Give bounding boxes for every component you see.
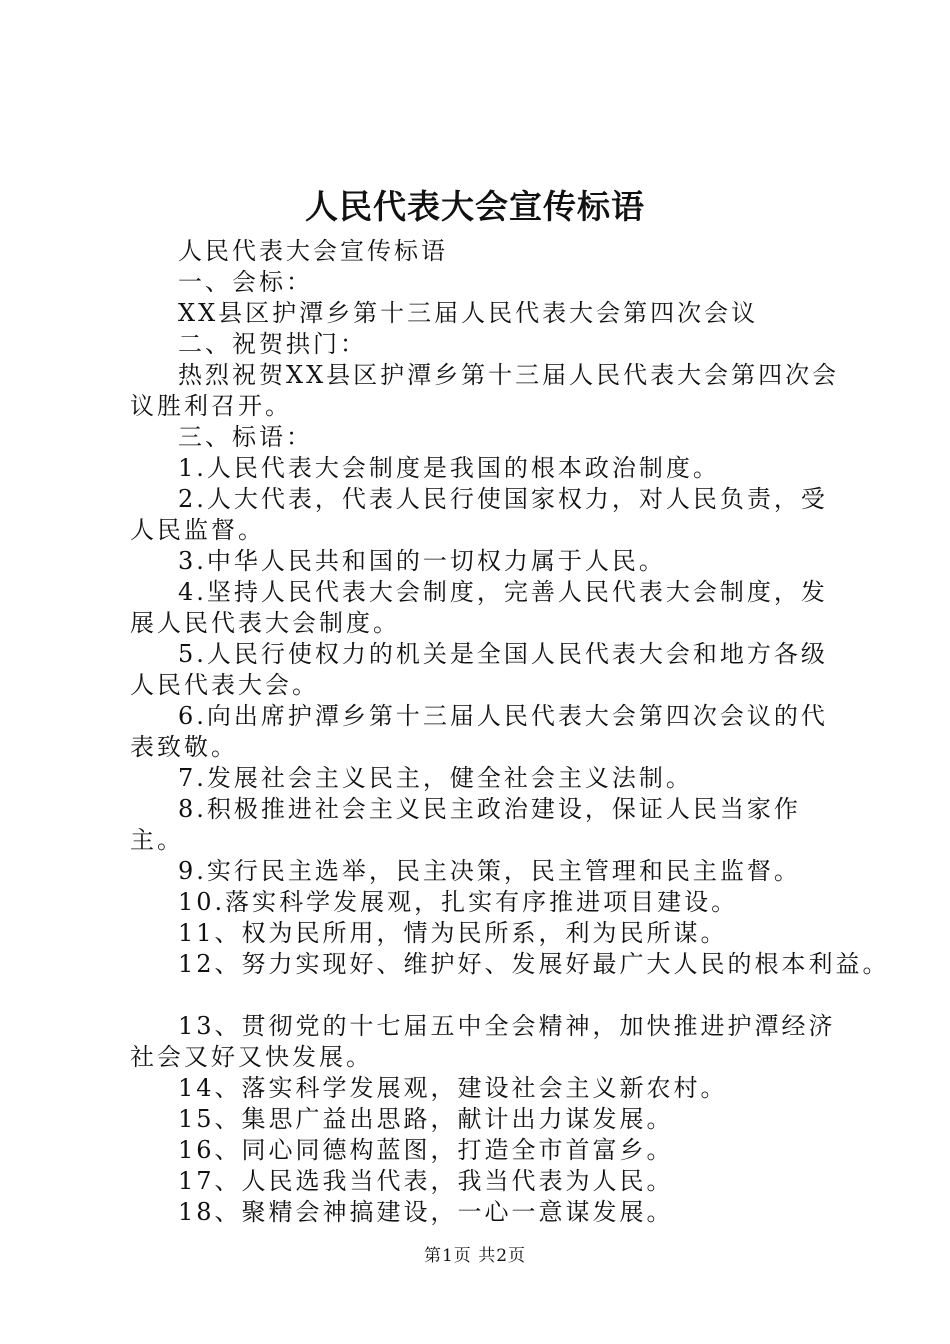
slogan-item: 4.坚持人民代表大会制度，完善人民代表大会制度，发展人民代表大会制度。 — [130, 578, 828, 637]
slogan-item: 1.人民代表大会制度是我国的根本政治制度。 — [178, 454, 720, 482]
slogan-item: 13、贯彻党的十七届五中全会精神，加快推进护潭经济社会又好又快发展。 — [130, 1012, 836, 1071]
slogan-item: 9.实行民主选举，民主决策，民主管理和民主监督。 — [178, 857, 801, 885]
slogan-item: 8.积极推进社会主义民主政治建设，保证人民当家作主。 — [130, 795, 801, 854]
section-heading-2: 二、祝贺拱门： — [178, 330, 367, 358]
section-heading-3: 三、标语： — [178, 423, 313, 451]
slogan-item: 5.人民行使权力的机关是全国人民代表大会和地方各级人民代表大会。 — [130, 640, 828, 699]
slogan-item: 14、落实科学发展观，建设社会主义新农村。 — [178, 1074, 728, 1102]
arch-text: 热烈祝贺XX县区护潭乡第十三届人民代表大会第四次会议胜利召开。 — [130, 361, 840, 420]
slogan-item: 17、人民选我当代表，我当代表为人民。 — [178, 1167, 674, 1195]
slogan-item: 10.落实科学发展观，扎实有序推进项目建设。 — [178, 888, 739, 916]
slogan-item: 6.向出席护潭乡第十三届人民代表大会第四次会议的代表致敬。 — [130, 702, 828, 761]
subtitle-line: 人民代表大会宣传标语 — [178, 237, 448, 265]
slogan-item: 15、集思广益出思路，献计出力谋发展。 — [178, 1105, 674, 1133]
slogan-item: 7.发展社会主义民主，健全社会主义法制。 — [178, 764, 693, 792]
slogan-item: 12、努力实现好、维护好、发展好最广大人民的根本利益。 — [178, 950, 890, 978]
slogan-item: 11、权为民所用，情为民所系，利为民所谋。 — [178, 919, 728, 947]
document-body — [130, 236, 890, 1228]
document-title: 人民代表大会宣传标语 — [305, 187, 645, 226]
slogan-item: 2.人大代表，代表人民行使国家权力，对人民负责，受人民监督。 — [130, 485, 828, 544]
slogan-item: 18、聚精会神搞建设，一心一意谋发展。 — [178, 1198, 674, 1226]
slogan-item: 16、同心同德构蓝图，打造全市首富乡。 — [178, 1136, 674, 1164]
blank-line — [130, 980, 850, 1011]
section-heading-1: 一、会标： — [178, 268, 313, 296]
slogan-item: 3.中华人民共和国的一切权力属于人民。 — [178, 547, 666, 575]
page-footer: 第1页 共2页 — [423, 1246, 527, 1266]
banner-text: XX县区护潭乡第十三届人民代表大会第四次会议 — [178, 299, 759, 327]
